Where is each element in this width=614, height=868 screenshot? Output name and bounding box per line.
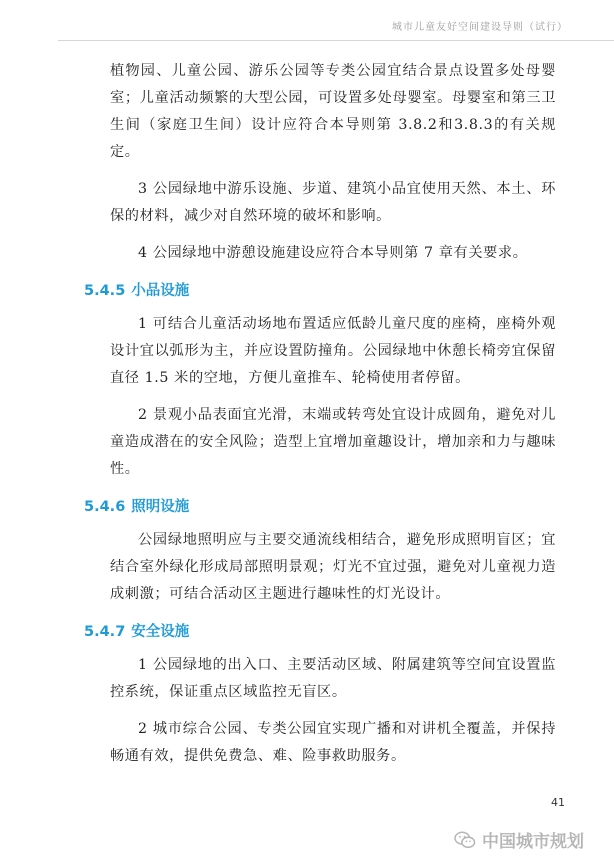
section-number: 5.4.6 — [84, 499, 126, 515]
body-paragraph: 3 公园绿地中游乐设施、步道、建筑小品宜使用天然、本土、环保的材料，减少对自然环境的破坏和影响。 — [110, 181, 556, 224]
header-divider — [58, 40, 614, 41]
page-number: 41 — [551, 796, 565, 809]
body-paragraph: 1 可结合儿童活动场地布置适应低龄儿童尺度的座椅，座椅外观设计宜以弧形为主，并应设置防撞角。公园绿地中休憩长椅旁宜保留直径 1.5 米的空地，方便儿童推车、轮椅使用者停留。 — [110, 316, 556, 386]
wechat-icon — [454, 830, 476, 850]
section-number: 5.4.7 — [84, 624, 126, 640]
running-header: 城市儿童友好空间建设导则（试行） — [392, 22, 568, 33]
body-paragraph: 植物园、儿童公园、游乐公园等专类公园宜结合景点设置多处母婴室；儿童活动频繁的大型公园，可设置多处母婴室。母婴室和第三卫生间（家庭卫生间）设计应符合本导则第 3.8.2和3.8.3的有关规定。 — [110, 63, 556, 160]
body-paragraph: 2 城市综合公园、专类公园宜实现广播和对讲机全覆盖，并保持畅通有效，提供免费急、难、险事救助服务。 — [110, 721, 556, 764]
body-paragraph: 1 公园绿地的出入口、主要活动区域、附属建筑等空间宜设置监控系统，保证重点区域监控无盲区。 — [110, 657, 556, 700]
body-paragraph: 公园绿地照明应与主要交通流线相结合，避免形成照明盲区；宜结合室外绿化形成局部照明景观；灯光不宜过强，避免对儿童视力造成刺激；可结合活动区主题进行趣味性的灯光设计。 — [110, 532, 556, 602]
section-title: 小品设施 — [131, 283, 190, 299]
section-title: 照明设施 — [131, 499, 190, 515]
section-heading-5-4-6 — [84, 495, 556, 519]
section-number: 5.4.5 — [84, 283, 126, 299]
watermark — [454, 827, 584, 852]
page-content — [84, 58, 556, 780]
section-heading-5-4-5 — [84, 279, 556, 303]
watermark-text: 中国城市规划 — [482, 832, 584, 852]
body-paragraph: 4 公园绿地中游憩设施建设应符合本导则第 7 章有关要求。 — [138, 245, 528, 261]
body-paragraph: 2 景观小品表面宜光滑，末端或转弯处宜设计成圆角，避免对儿童造成潜在的安全风险；造型上宜增加童趣设计，增加亲和力与趣味性。 — [110, 407, 556, 477]
section-heading-5-4-7 — [84, 620, 556, 644]
section-title: 安全设施 — [131, 624, 190, 640]
